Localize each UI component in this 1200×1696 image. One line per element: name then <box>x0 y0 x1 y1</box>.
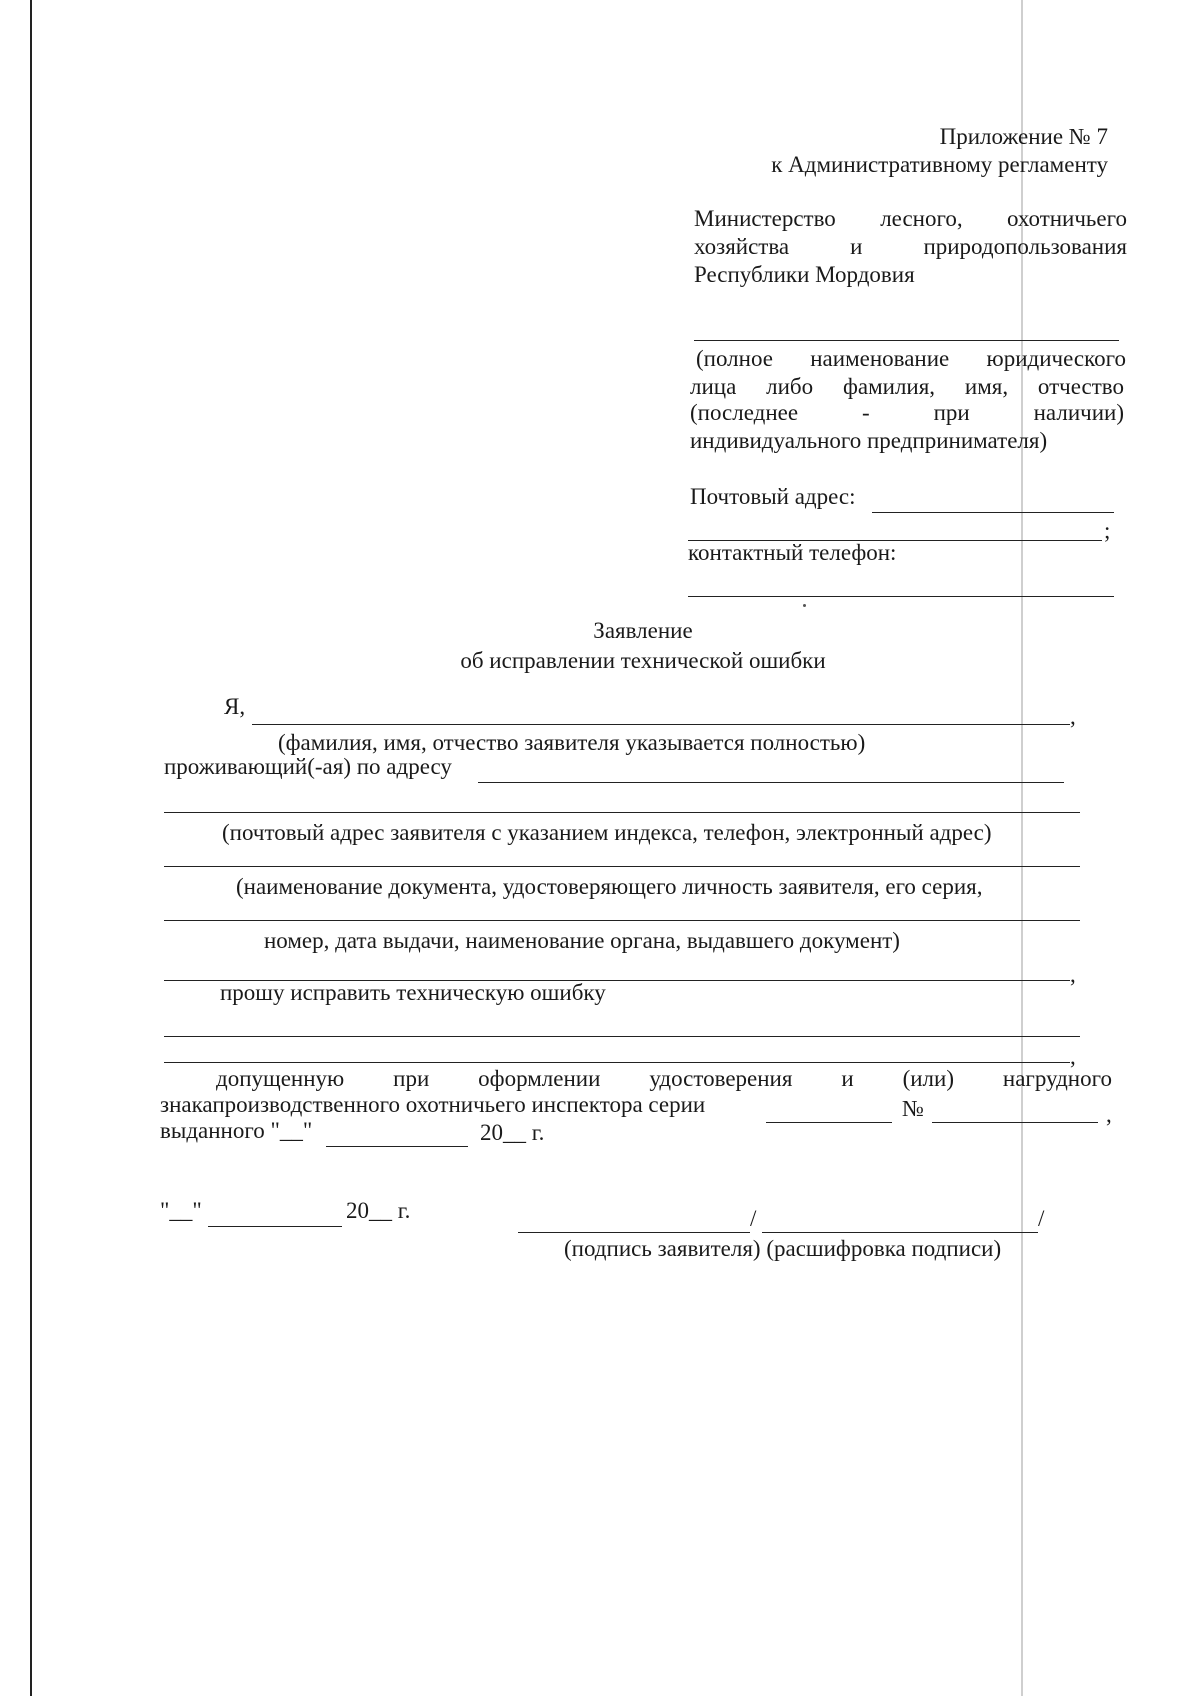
residence-address-field-2[interactable] <box>164 812 1080 813</box>
name-hint-line-3: (последнее - при наличии) <box>690 400 1124 425</box>
postal-address-field[interactable] <box>872 512 1114 513</box>
issued-label: выданного "__" <box>160 1118 313 1143</box>
appendix-reference: к Административному регламенту <box>771 152 1108 177</box>
addressee-name-field[interactable] <box>694 340 1119 341</box>
error-comma: , <box>1070 1044 1076 1069</box>
signature-hint: (подпись заявителя) (расшифровка подписи) <box>564 1236 1002 1261</box>
doc-hint-line-2: номер, дата выдачи, наименование органа, выдавшего документ) <box>264 928 900 953</box>
made-when-line: допущенную при оформлении удостоверения и (или) нагрудного <box>216 1066 1112 1091</box>
number-comma: , <box>1106 1102 1112 1127</box>
appendix-number: Приложение № 7 <box>939 124 1108 149</box>
fio-hint: (фамилия, имя, отчество заявителя указывается полностью) <box>278 730 866 755</box>
addressee-org-line-1: Министерство лесного, охотничьего <box>694 206 1127 231</box>
residence-address-field[interactable] <box>478 782 1064 783</box>
request-text: прошу исправить техническую ошибку <box>220 980 606 1005</box>
fio-comma: , <box>1070 704 1076 729</box>
signature-field[interactable] <box>518 1232 750 1233</box>
addressee-org-line-2: хозяйства и природопользования <box>694 234 1127 259</box>
name-hint-line-1: (полное наименование юридического <box>696 346 1126 371</box>
signature-end-slash: / <box>1038 1206 1045 1231</box>
sign-date-month-field[interactable] <box>208 1226 342 1227</box>
error-description-field-2[interactable] <box>164 1062 1070 1063</box>
doc-comma: , <box>1070 962 1076 987</box>
ya-label: Я, <box>224 694 246 719</box>
inspector-text: знакапроизводственного охотничьего инспектора серии <box>160 1092 706 1117</box>
issued-month-field[interactable] <box>326 1146 468 1147</box>
error-description-field[interactable] <box>164 1036 1080 1037</box>
doc-hint-line-1: (наименование документа, удостоверяющего личность заявителя, его серия, <box>236 874 983 899</box>
postal-hint: (почтовый адрес заявителя с указанием индекса, телефон, электронный адрес) <box>222 820 992 845</box>
postal-address-label: Почтовый адрес: <box>690 484 856 509</box>
document-title: Заявление <box>593 618 693 643</box>
name-hint-line-2: лица либо фамилия, имя, отчество <box>690 374 1124 399</box>
sign-date-year: 20__ г. <box>346 1198 411 1223</box>
contact-phone-field[interactable] <box>688 596 1114 597</box>
semicolon: ; <box>1104 518 1111 543</box>
number-sign: № <box>902 1096 924 1121</box>
residing-label: проживающий(-ая) по адресу <box>164 754 452 779</box>
sign-date-day: "__" <box>160 1198 202 1223</box>
identity-document-field-2[interactable] <box>164 920 1080 921</box>
addressee-org-line-3: Республики Мордовия <box>694 262 915 287</box>
identity-document-field[interactable] <box>164 866 1080 867</box>
certificate-number-field[interactable] <box>932 1122 1098 1123</box>
signature-decoding-field[interactable] <box>762 1232 1038 1233</box>
contact-phone-label: контактный телефон: <box>688 540 897 565</box>
issued-year: 20__ г. <box>480 1120 545 1145</box>
applicant-fio-field[interactable] <box>252 724 1070 725</box>
scan-edge-left <box>30 0 32 1696</box>
scan-speck <box>803 604 806 607</box>
document-subtitle: об исправлении технической ошибки <box>460 648 826 673</box>
signature-slash: / <box>750 1206 757 1231</box>
certificate-series-field[interactable] <box>766 1122 892 1123</box>
name-hint-line-4: индивидуального предпринимателя) <box>690 428 1048 453</box>
